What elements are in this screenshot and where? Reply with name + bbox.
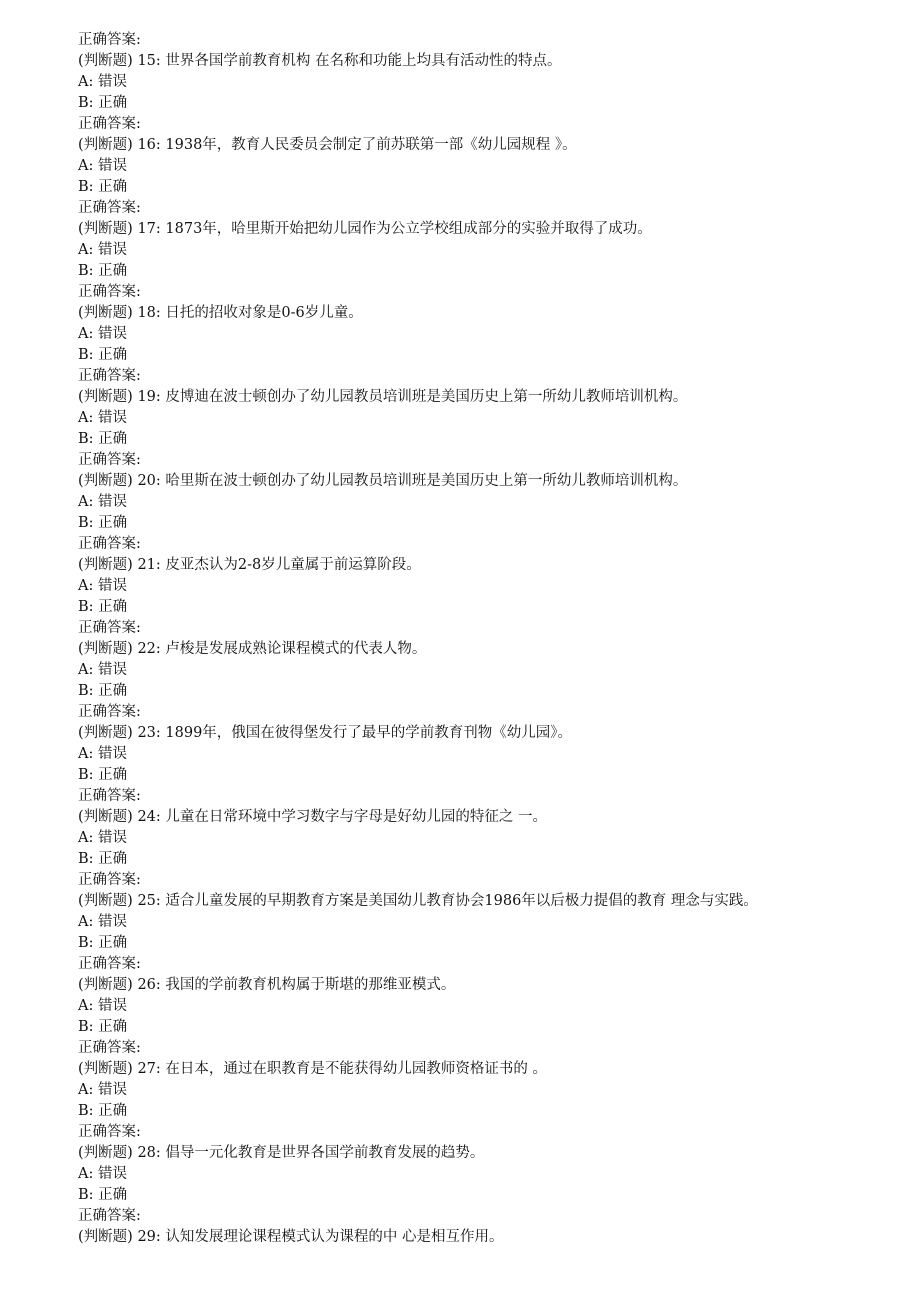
question-stem [78,975,898,996]
question-type: (判断题) [78,1229,133,1245]
question-text: 哈里斯在波士顿创办了幼儿园教员培训班是美国历史上第一所幼儿教师培训机构。 [165,473,688,489]
question-text: 倡导一元化教育是世界各国学前教育发展的趋势。 [165,1145,485,1161]
answer-label: 正确答案: [78,704,141,720]
question-text: 皮博迪在波士顿创办了幼儿园教员培训班是美国历史上第一所幼儿教师培训机构。 [165,389,688,405]
question-text: 我国的学前教育机构属于斯堪的那维亚模式。 [165,977,456,993]
question-text: 1873年，哈里斯开始把幼儿园作为公立学校组成部分的实验并取得了成功。 [165,221,652,237]
answer-label: 正确答案: [78,284,141,300]
answer-label: 正确答案: [78,536,141,552]
answer-label: 正确答案: [78,620,141,636]
question-stem [78,219,898,240]
question-type: (判断题) [78,305,133,321]
question-stem [78,891,898,912]
answer-label: 正确答案: [78,32,141,48]
option-a: A: 错误 [78,158,127,174]
option-b: B: 正确 [78,851,128,867]
question-text: 日托的招收对象是0-6岁儿童。 [165,305,363,321]
question-number: 22: [137,641,161,657]
option-a: A: 错误 [78,914,127,930]
question-text: 1938年，教育人民委员会制定了前苏联第一部《幼儿园规程 》。 [165,137,577,153]
question-type: (判断题) [78,977,133,993]
option-b: B: 正确 [78,1187,128,1203]
question-number: 25: [137,893,161,909]
question-stem [78,639,898,660]
option-a: A: 错误 [78,74,127,90]
question-text: 皮亚杰认为2-8岁儿童属于前运算阶段。 [165,557,421,573]
option-a: A: 错误 [78,746,127,762]
question-text: 世界各国学前教育机构 在名称和功能上均具有活动性的特点。 [165,53,562,69]
question-number: 18: [137,305,161,321]
answer-label: 正确答案: [78,872,141,888]
question-stem [78,471,898,492]
question-stem [78,1143,898,1164]
question-document [78,30,898,1248]
option-b: B: 正确 [78,515,128,531]
question-type: (判断题) [78,893,133,909]
option-a: A: 错误 [78,998,127,1014]
question-stem [78,1227,898,1248]
option-b: B: 正确 [78,1103,128,1119]
question-type: (判断题) [78,53,133,69]
option-a: A: 错误 [78,662,127,678]
question-type: (判断题) [78,221,133,237]
question-number: 20: [137,473,161,489]
question-stem [78,807,898,828]
answer-label: 正确答案: [78,1040,141,1056]
answer-label: 正确答案: [78,956,141,972]
option-b: B: 正确 [78,599,128,615]
answer-label: 正确答案: [78,452,141,468]
option-b: B: 正确 [78,263,128,279]
question-text: 1899年，俄国在彼得堡发行了最早的学前教育刊物《幼儿园》。 [165,725,573,741]
question-number: 24: [137,809,161,825]
option-a: A: 错误 [78,494,127,510]
question-stem [78,303,898,324]
option-b: B: 正确 [78,1019,128,1035]
question-number: 17: [137,221,161,237]
question-text: 在日本，通过在职教育是不能获得幼儿园教师资格证书的 。 [165,1061,547,1077]
option-b: B: 正确 [78,935,128,951]
question-number: 27: [137,1061,161,1077]
question-type: (判断题) [78,809,133,825]
option-b: B: 正确 [78,95,128,111]
question-type: (判断题) [78,137,133,153]
question-type: (判断题) [78,1061,133,1077]
question-type: (判断题) [78,557,133,573]
option-a: A: 错误 [78,830,127,846]
question-stem [78,1059,898,1080]
option-a: A: 错误 [78,242,127,258]
question-text: 认知发展理论课程模式认为课程的中 心是相互作用。 [165,1229,504,1245]
answer-label: 正确答案: [78,200,141,216]
answer-label: 正确答案: [78,368,141,384]
option-b: B: 正确 [78,179,128,195]
question-number: 21: [137,557,161,573]
question-stem [78,387,898,408]
question-stem [78,723,898,744]
question-number: 28: [137,1145,161,1161]
question-type: (判断题) [78,725,133,741]
question-number: 15: [137,53,161,69]
question-stem [78,555,898,576]
option-b: B: 正确 [78,431,128,447]
question-stem [78,135,898,156]
question-number: 16: [137,137,161,153]
option-b: B: 正确 [78,683,128,699]
question-type: (判断题) [78,1145,133,1161]
answer-label: 正确答案: [78,1124,141,1140]
option-a: A: 错误 [78,410,127,426]
question-number: 23: [137,725,161,741]
question-text: 适合儿童发展的早期教育方案是美国幼儿教育协会1986年以后极力提倡的教育 理念与实践。 [165,893,758,909]
question-text: 儿童在日常环境中学习数字与字母是好幼儿园的特征之 一。 [165,809,547,825]
question-text: 卢梭是发展成熟论课程模式的代表人物。 [165,641,427,657]
option-b: B: 正确 [78,347,128,363]
question-type: (判断题) [78,473,133,489]
question-type: (判断题) [78,389,133,405]
answer-label: 正确答案: [78,1208,141,1224]
option-a: A: 错误 [78,326,127,342]
question-number: 26: [137,977,161,993]
question-type: (判断题) [78,641,133,657]
option-a: A: 错误 [78,1166,127,1182]
answer-label: 正确答案: [78,116,141,132]
option-a: A: 错误 [78,578,127,594]
option-a: A: 错误 [78,1082,127,1098]
question-number: 29: [137,1229,161,1245]
question-stem [78,51,898,72]
option-b: B: 正确 [78,767,128,783]
answer-label: 正确答案: [78,788,141,804]
question-number: 19: [137,389,161,405]
